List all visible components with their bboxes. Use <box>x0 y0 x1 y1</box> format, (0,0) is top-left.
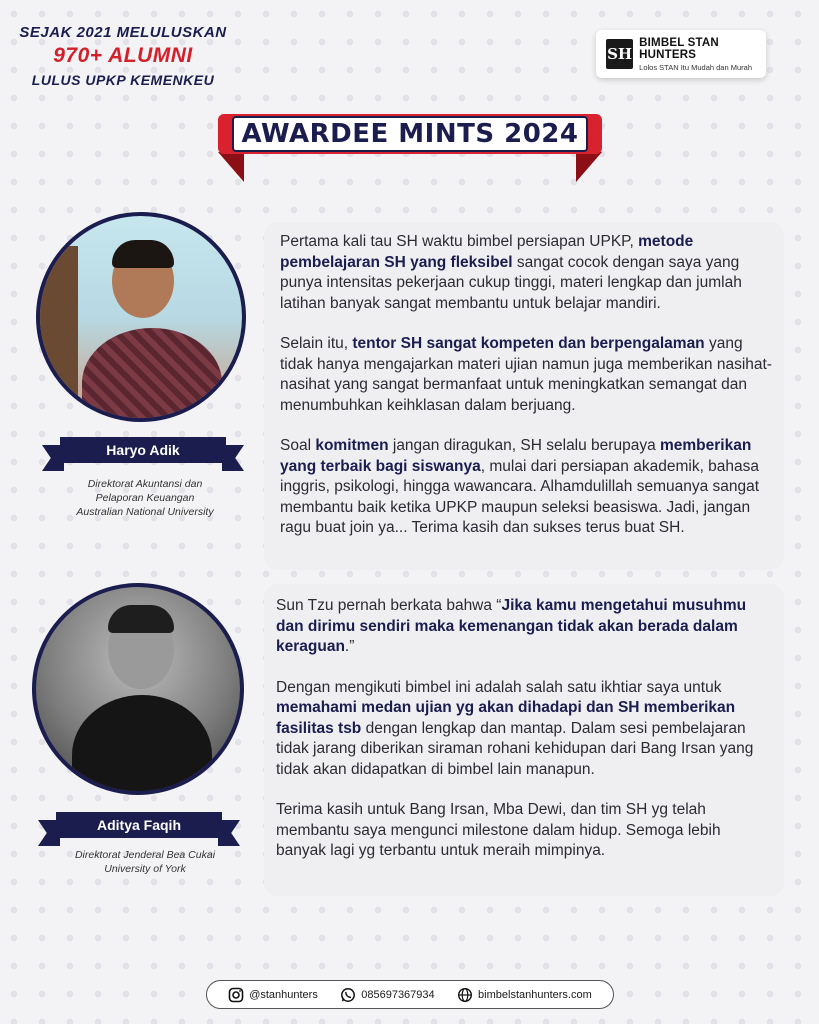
awardee-1-role-line-2: Pelaporan Keuangan <box>95 492 195 504</box>
awardee-2-testimony <box>264 584 784 896</box>
body-text: Terima kasih untuk Bang Irsan, Mba Dewi, dan tim SH yg telah membantu saya mengunci milestone dalam hidup. Semoga lebih banyak lagi yg terbantu untuk meraih mimpinya. <box>276 801 721 859</box>
highlighted-text: tentor SH sangat kompeten dan berpengalaman <box>352 335 705 352</box>
body-text: Selain itu, <box>280 335 353 352</box>
highlighted-text: Jika kamu mengetahui musuhmu dan dirimu sendiri maka kemenangan tidak akan berada dalam keraguan <box>276 597 747 655</box>
awardee-1-photo <box>36 212 246 422</box>
awardee-1-name-bar <box>60 437 226 463</box>
title-ribbon <box>218 112 602 184</box>
sh-logo-icon: SH <box>606 39 633 69</box>
awardee-1-role-line-3: Australian National University <box>76 506 214 518</box>
awardee-2-role-line-1: Direktorat Jenderal Bea Cukai <box>74 849 216 861</box>
ribbon-tail-left <box>218 152 244 182</box>
instagram-icon <box>228 987 244 1003</box>
highlighted-text: memahami medan ujian yg akan dihadapi dan SH memberikan fasilitas tsb <box>276 699 736 737</box>
testimony-paragraph <box>276 678 772 781</box>
brand-name: BIMBEL STAN HUNTERS <box>639 36 719 61</box>
instagram-handle: @stanhunters <box>249 988 318 1001</box>
body-text: yang tidak hanya mengajarkan materi ujian namun juga memberikan nasihat-nasihat yang sangat bermanfaat untuk meningkatkan semangat dan menumbuhkan keihklasan dalam berjuang. <box>280 335 772 414</box>
awardee-2-role-line-2: University of York <box>104 863 186 875</box>
awardee-1-testimony <box>264 222 784 570</box>
body-text: jangan diragukan, SH selalu berupaya <box>388 437 660 454</box>
alumni-count: 970+ ALUMNI <box>53 44 193 67</box>
testimony-paragraph <box>280 436 772 539</box>
awardee-2-name-bar <box>56 812 222 838</box>
awardee-2-name: Aditya Faqih <box>96 817 181 833</box>
body-text: Pertama kali tau SH waktu bimbel persiapan UPKP, <box>280 233 639 250</box>
brand-logo-box <box>596 30 766 78</box>
website-link[interactable] <box>457 987 592 1003</box>
testimony-paragraph <box>276 596 772 658</box>
contact-footer <box>206 980 614 1009</box>
highlighted-text: komitmen <box>315 437 389 454</box>
page-title: AWARDEE MINTS 2024 <box>241 119 579 149</box>
body-text: Soal <box>280 437 316 454</box>
testimony-paragraph <box>276 800 772 862</box>
awardee-1-name: Haryo Adik <box>106 442 180 458</box>
body-text: , mulai dari persiapan akademik, bahasa inggris, psikologi, hingga wawancara. Alhamdulillah semuanya sangat membantu baik ketika UPKP maupun seleksi beasiswa. Jadi, jangan ragu buat join ya... Terima kasih dan sukses terus buat SH. <box>280 457 760 536</box>
body-text: .” <box>344 638 355 655</box>
website-url: bimbelstanhunters.com <box>478 988 592 1001</box>
whatsapp-icon <box>340 987 356 1003</box>
testimony-paragraph <box>280 232 772 314</box>
whatsapp-number: 085697367934 <box>361 988 435 1001</box>
highlighted-text: memberikan yang terbaik bagi siswanya <box>280 437 752 475</box>
globe-icon <box>457 987 473 1003</box>
whatsapp-link[interactable] <box>340 987 434 1003</box>
instagram-link[interactable] <box>228 987 318 1003</box>
alumni-banner <box>18 24 228 88</box>
highlighted-text: metode pembelajaran SH yang fleksibel <box>280 233 694 271</box>
alumni-line-1: SEJAK 2021 MELULUSKAN <box>19 24 227 41</box>
awardee-2-role <box>40 848 250 876</box>
awardee-2-photo <box>32 583 244 795</box>
brand-tagline: Lolos STAN Itu Mudah dan Murah <box>639 62 752 72</box>
body-text: Sun Tzu pernah berkata bahwa “ <box>276 597 502 614</box>
awardee-1-role <box>40 477 250 519</box>
body-text: sangat cocok dengan saya yang punya intensitas pekerjaan cukup tinggi, materi lengkap dan jumlah latihan banyak sangat membantu untuk belajar mandiri. <box>280 253 742 312</box>
awardee-1-role-line-1: Direktorat Akuntansi dan <box>87 478 203 490</box>
ribbon-tail-right <box>576 152 602 182</box>
body-text: Dengan mengikuti bimbel ini adalah salah satu ikhtiar saya untuk <box>276 678 722 696</box>
testimony-paragraph <box>280 334 772 416</box>
alumni-line-3: LULUS UPKP KEMENKEU <box>31 72 215 88</box>
body-text: dengan lengkap dan mantap. Dalam sesi pembelajaran tidak jarang diberikan siraman rohani kehidupan dari Bang Irsan yang tidak akan didapatkan di bimbel lain manapun. <box>276 719 754 778</box>
